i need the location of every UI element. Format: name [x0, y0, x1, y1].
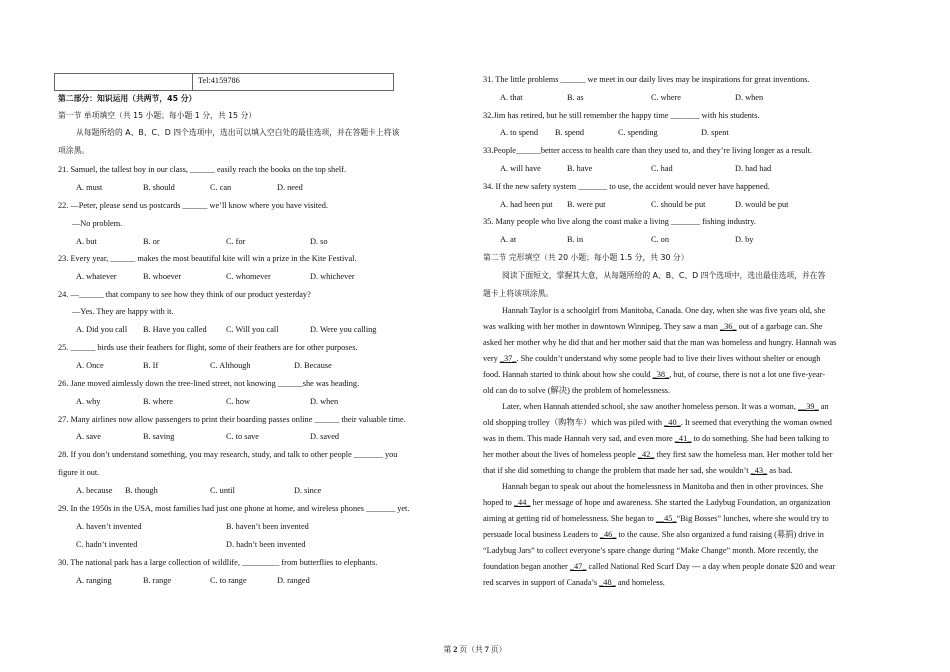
q35-option-d: D. by: [735, 235, 754, 244]
section1-instruction-cont: 项涂黑。: [58, 146, 90, 155]
q22-option-b: B. or: [143, 237, 160, 246]
q24-option-c: C. Will you call: [226, 325, 279, 334]
q25-option-a: A. Once: [76, 361, 104, 370]
page-total: 7: [484, 645, 489, 654]
q28-option-d: D. since: [294, 486, 322, 495]
q34-option-c: C. should be put: [651, 200, 706, 209]
q35-stem: 35. Many people who live along the coast make a living _______ fishing industry.: [483, 217, 756, 226]
q26-stem: 26. Jane moved aimlessly down the tree-lined street, not knowing ______she was heading.: [58, 379, 360, 388]
blank-42: _42_: [637, 450, 655, 459]
blank-47: _47_: [569, 562, 587, 571]
blank-38: _38_: [652, 370, 670, 379]
q33-option-a: A. will have: [500, 164, 541, 173]
passage-p3-line2: hoped to _44_ her message of hope and awareness. She started the Ladybug Foundation, an organization: [483, 498, 831, 507]
q21-option-d: D. need: [277, 183, 303, 192]
passage-p2-line1: Later, when Hannah attended school, she saw another homeless person. It was a woman, __39_ an: [502, 402, 829, 411]
page-footer: 第 2 页（共 7 页）: [443, 645, 507, 654]
q32-option-c: C. spending: [618, 128, 658, 137]
q24-option-b: B. Have you called: [143, 325, 207, 334]
q30-option-c: C. to range: [210, 576, 247, 585]
section2-instruction: 阅读下面短文，掌握其大意，从每题所给的 A、B、C、D 四个选项中，选出最佳选项，并在答: [502, 271, 826, 280]
blank-48: _48_: [599, 578, 616, 587]
q22-stem-reply: —No problem.: [72, 219, 123, 228]
q29-option-d: D. hadn’t been invented: [226, 540, 306, 549]
table-divider: [192, 74, 193, 90]
q27-option-b: B. saving: [143, 432, 175, 441]
q27-option-a: A. save: [76, 432, 101, 441]
blank-36: _36_: [719, 322, 737, 331]
q35-option-b: B. in: [567, 235, 584, 244]
header-table: [54, 73, 394, 91]
q29-option-c: C. hadn’t invented: [76, 540, 138, 549]
q23-option-a: A. whatever: [76, 272, 117, 281]
q35-option-a: A. at: [500, 235, 517, 244]
q25-option-b: B. If: [143, 361, 159, 370]
blank-44: _44_: [513, 498, 531, 507]
q33-option-c: C. had: [651, 164, 673, 173]
passage-p2-line3: was in them. This made Hannah very sad, and even more _41_ to do something. She had been talking to: [483, 434, 829, 443]
q31-option-c: C. where: [651, 93, 681, 102]
section1-instruction: 从每题所给的 A、B、C、D 四个选项中，选出可以填入空白处的最佳选项，并在答题卡上将该: [76, 128, 400, 137]
section2-title: 第二节 完形填空（共 20 小题；每小题 1.5 分，共 30 分）: [483, 253, 689, 262]
q31-stem: 31. The little problems ______ we meet in our daily lives may be inspirations for great inventions.: [483, 75, 810, 84]
blank-41: _41_: [674, 434, 692, 443]
passage-p1-line5: food. Hannah started to think about how she could _38_, but, of course, there is not a lot one five-year-: [483, 370, 826, 379]
q31-option-b: B. as: [567, 93, 584, 102]
blank-37: _37_: [499, 354, 517, 363]
q27-option-c: C. to save: [226, 432, 259, 441]
passage-p1-line2: was walking with her mother in downtown Winnipeg. They saw a man _36_ out of a garbage can. She: [483, 322, 823, 331]
passage-p1-line6: old can do to solve (解决) the problem of homelessness.: [483, 386, 671, 395]
q26-option-a: A. why: [76, 397, 101, 406]
q29-option-a: A. haven’t invented: [76, 522, 142, 531]
q24-stem: 24. —______ that company to see how they think of our product yesterday?: [58, 290, 311, 299]
q34-stem: 34. If the new safety system _______ to use, the accident would never have happened.: [483, 182, 770, 191]
q22-option-c: C. for: [226, 237, 246, 246]
q32-stem: 32.Jim has retired, but he still remember the happy time _______ with his students.: [483, 111, 760, 120]
q23-stem: 23. Every year, ______ makes the most beautiful kite will win a prize in the Kite Festival.: [58, 254, 357, 263]
q34-option-a: A. had been put: [500, 200, 553, 209]
q21-option-a: A. must: [76, 183, 103, 192]
q25-stem: 25. ______ birds use their feathers for flight, some of their feathers are for other purposes.: [58, 343, 358, 352]
q24-stem-reply: —Yes. They are happy with it.: [72, 307, 174, 316]
q22-option-a: A. but: [76, 237, 97, 246]
q33-stem: 33.People______better access to health care than they used to, and they’re living longer as a result.: [483, 146, 813, 155]
section2-instruction-cont: 题卡上将该项涂黑。: [483, 289, 554, 298]
passage-p3-line3: aiming at getting rid of homelessness. She began to __45_“Big Bosses” lunches, where she would try to: [483, 514, 829, 523]
q32-option-a: A. to spend: [500, 128, 539, 137]
passage-p3-line4: persuade local business Leaders to _46_ to the cause. She also organized a fund raising (募捐) drive in: [483, 530, 824, 539]
q30-option-a: A. ranging: [76, 576, 112, 585]
q34-option-d: D. would be put: [735, 200, 789, 209]
passage-p2-line2: old shopping trolley（购物车）which was piled with _40_. It seemed that everything the woman owned: [483, 418, 832, 427]
q21-option-b: B. should: [143, 183, 175, 192]
blank-45: __45_: [655, 514, 677, 523]
q23-option-c: C. whomever: [226, 272, 271, 281]
q24-option-d: D. Were you calling: [310, 325, 377, 334]
q29-stem: 29. In the 1950s in the USA, most families had just one phone at home, and wireless phones _______ yet.: [58, 504, 410, 513]
passage-p3-line7: red scarves in support of Canada’s _48_ and homeless.: [483, 578, 665, 587]
q23-option-b: B. whoever: [143, 272, 182, 281]
passage-p1-line1: Hannah Taylor is a schoolgirl from Manitoba, Canada. One day, when she was five years old, she: [502, 306, 826, 315]
q25-option-d: D. Because: [294, 361, 332, 370]
blank-39: __39_: [797, 402, 819, 411]
q28-stem: 28. If you don’t understand something, you may research, study, and talk to other people _______ you: [58, 450, 398, 459]
q21-stem: 21. Samuel, the tallest boy in our class, ______ easily reach the books on the top shelf.: [58, 165, 347, 174]
q22-stem: 22. —Peter, please send us postcards ______ we’ll know where you have visited.: [58, 201, 328, 210]
q30-option-d: D. ranged: [277, 576, 310, 585]
page-number: 2: [453, 645, 458, 654]
passage-p1-line3: asked her mother why he did that and her mother said that the man was homeless and hungry. Hannah was: [483, 338, 837, 347]
q22-option-d: D. so: [310, 237, 328, 246]
q28-stem-cont: figure it out.: [58, 468, 100, 477]
passage-p3-line5: “Ladybug Jars” to collect everyone’s spare change during “Make Change” month. More recently, the: [483, 546, 819, 555]
q33-option-d: D. had had: [735, 164, 772, 173]
blank-40: _40_: [664, 418, 681, 427]
q28-option-b: B. though: [125, 486, 158, 495]
passage-p2-line5: that if she did something to change the problem that made her sad, she wouldn’t _43_ as bad.: [483, 466, 793, 475]
q30-option-b: B. range: [143, 576, 172, 585]
passage-p2-line4: her mother about the lives of homeless people _42_ they first saw the homeless man. Her mother told her: [483, 450, 833, 459]
section1-title: 第一节 单项填空（共 15 小题；每小题 1 分，共 15 分）: [58, 111, 257, 120]
q32-option-b: B. spend: [555, 128, 585, 137]
q34-option-b: B. were put: [567, 200, 606, 209]
q24-option-a: A. Did you call: [76, 325, 128, 334]
passage-p3-line6: foundation began another _47_ called National Red Scarf Day --- a day when people donate $20 and wear: [483, 562, 836, 571]
q28-option-c: C. until: [210, 486, 235, 495]
part2-title: 第二部分：知识运用（共两节，45 分）: [58, 94, 197, 103]
q27-stem: 27. Many airlines now allow passengers to print their boarding passes online ______ their valuable time.: [58, 415, 406, 424]
blank-46: _46_: [599, 530, 617, 539]
q31-option-d: D. when: [735, 93, 764, 102]
q23-option-d: D. whichever: [310, 272, 355, 281]
header-tel: Tel:4159786: [198, 76, 240, 85]
q25-option-c: C. Although: [210, 361, 251, 370]
q31-option-a: A. that: [500, 93, 523, 102]
blank-43: _43_: [750, 466, 768, 475]
q28-option-a: A. because: [76, 486, 113, 495]
q26-option-c: C. how: [226, 397, 250, 406]
q33-option-b: B. have: [567, 164, 593, 173]
q21-option-c: C. can: [210, 183, 232, 192]
q26-option-b: B. where: [143, 397, 173, 406]
passage-p1-line4: very _37_. She couldn’t understand why some people had to live their lives without shelter or enough: [483, 354, 821, 363]
q32-option-d: D. spent: [701, 128, 729, 137]
q26-option-d: D. when: [310, 397, 339, 406]
q29-option-b: B. haven’t been invented: [226, 522, 309, 531]
passage-p3-line1: Hannah began to speak out about the homelessness in Manitoba and then in other provinces. She: [502, 482, 824, 491]
q35-option-c: C. on: [651, 235, 669, 244]
q27-option-d: D. saved: [310, 432, 340, 441]
q30-stem: 30. The national park has a large collection of wildlife, _________ from butterflies to elephants.: [58, 558, 378, 567]
